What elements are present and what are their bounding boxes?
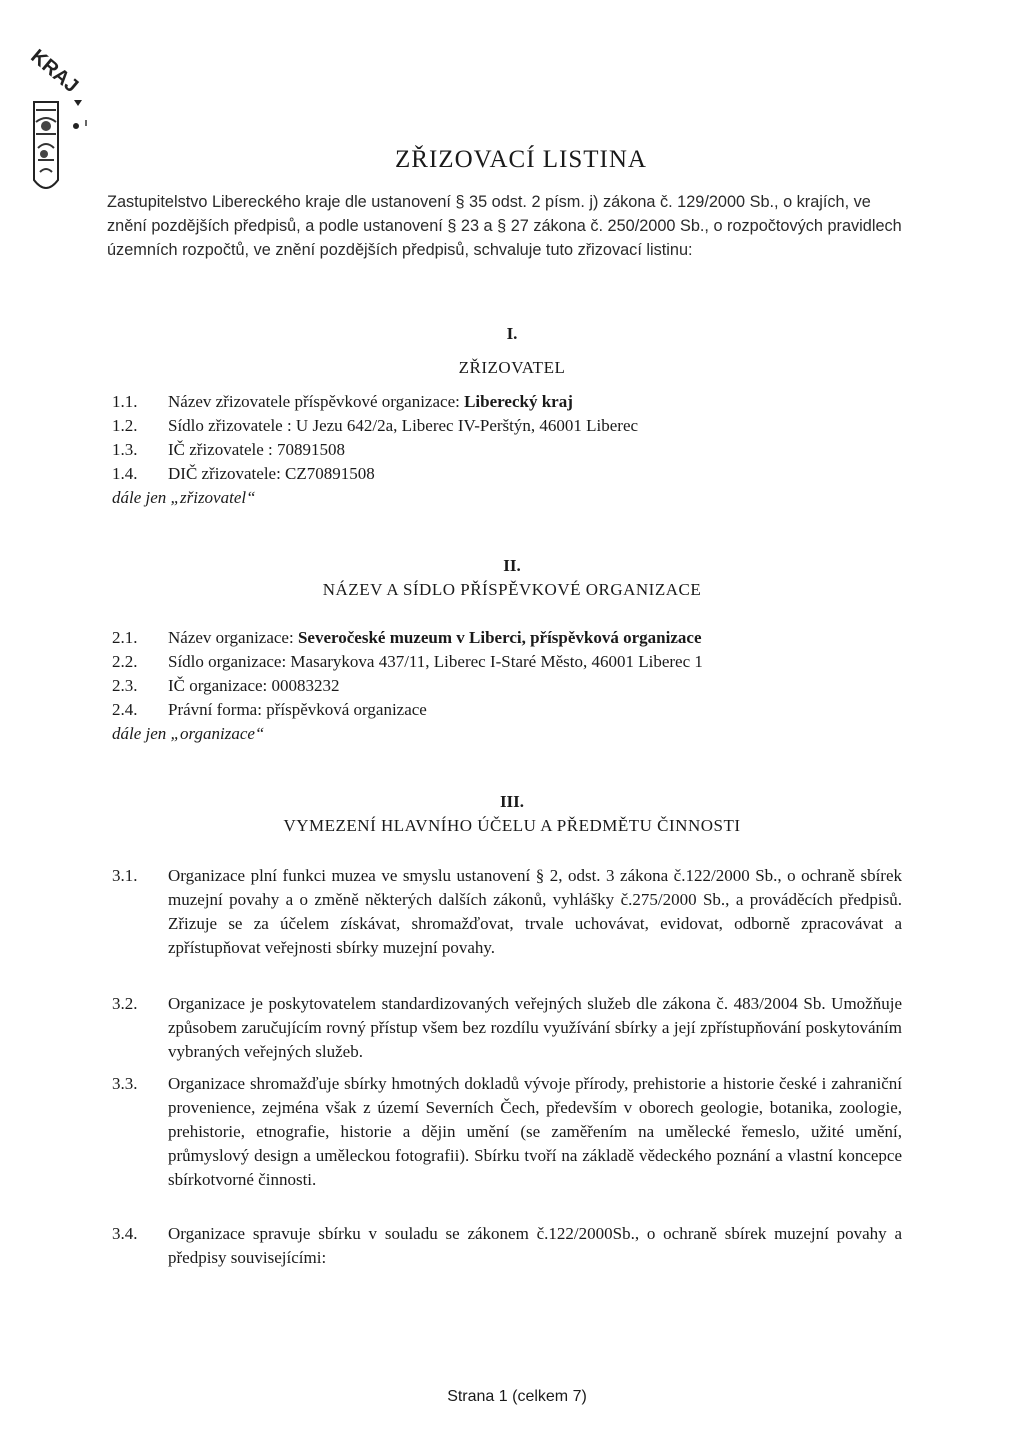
item-label: IČ zřizovatele : 70891508 bbox=[168, 440, 346, 459]
item-2-1 bbox=[112, 626, 702, 650]
item-1-4 bbox=[112, 462, 375, 486]
item-number: 2.1. bbox=[112, 628, 138, 647]
item-number: 1.4. bbox=[112, 464, 138, 483]
item-label: Sídlo organizace: Masarykova 437/11, Liberec I-Staré Město, 46001 Liberec 1 bbox=[168, 652, 703, 671]
paragraph-text: Organizace je poskytovatelem standardizovaných veřejných služeb dle zákona č. 483/2004 Sb. Umožňuje způsobem zaručujícím rovný přístup všem bez rozdílu využívání sbírky a její zpřístupňování poskytováním vybraných veřejných služeb. bbox=[168, 994, 902, 1061]
page-footer: Strana 1 (celkem 7) bbox=[447, 1388, 587, 1405]
paragraph-3-4 bbox=[112, 1222, 902, 1270]
paragraph-text: Organizace plní funkci muzea ve smyslu ustanovení § 2, odst. 3 zákona č.122/2000 Sb., o ochraně sbírek muzejní povahy a o změně některých dalších zákonů, vyhlášky č.275/2000 Sb., a prováděcích předpisů. Zřizuje se za účelem získávat, shromažďovat, trvale uchovávat, evidovat, odborně zpracovávat a zpřístupňovat veřejnosti sbírky muzejní povahy. bbox=[168, 866, 902, 957]
section-1-number: I. bbox=[506, 324, 518, 343]
item-label: Název zřizovatele příspěvkové organizace: bbox=[168, 392, 460, 411]
document-title: ZŘIZOVACÍ LISTINA bbox=[395, 146, 647, 173]
section-2-closing: dále jen „organizace“ bbox=[112, 724, 265, 743]
paragraph-3-3 bbox=[112, 1072, 902, 1192]
item-2-3 bbox=[112, 674, 340, 698]
item-label: Sídlo zřizovatele : U Jezu 642/2a, Liberec IV-Perštýn, 46001 Liberec bbox=[168, 416, 639, 435]
section-1-heading: ZŘIZOVATEL bbox=[458, 358, 566, 377]
item-1-3 bbox=[112, 438, 345, 462]
paragraph-number: 3.2. bbox=[112, 994, 138, 1013]
coat-of-arms-logo bbox=[14, 30, 124, 200]
item-number: 2.3. bbox=[112, 676, 138, 695]
stamp-text: KRAJ bbox=[26, 45, 83, 98]
paragraph-text: Organizace shromažďuje sbírky hmotných dokladů vývoje přírody, prehistorie a historie české i zahraniční provenience, zejména však z území Severních Čech, především v oborech geologie, botanika, zoologie, prehistorie, etnografie, historie a dějin umění (se zaměřením na umělecké řemeslo, užité umění, průmyslový design a uměleckou fotografii). Sbírku tvoří na základě vědeckého poznání a vlastní koncepce sbírkotvorné činnosti. bbox=[168, 1074, 902, 1189]
item-value: Severočeské muzeum v Liberci, příspěvková organizace bbox=[297, 628, 702, 647]
paragraph-number: 3.1. bbox=[112, 866, 138, 885]
item-1-2 bbox=[112, 414, 638, 438]
item-number: 2.4. bbox=[112, 700, 138, 719]
intro-paragraph: Zastupitelstvo Libereckého kraje dle ustanovení § 35 odst. 2 písm. j) zákona č. 129/2000 Sb., o krajích, ve znění pozdějších předpisů, a podle ustanovení § 23 a § 27 zákona č. 250/2000 Sb., o rozpočtových pravidlech územních rozpočtů, ve znění pozdějších předpisů, schvaluje tuto zřizovací listinu: bbox=[107, 193, 902, 259]
paragraph-number: 3.3. bbox=[112, 1074, 138, 1093]
item-number: 1.2. bbox=[112, 416, 138, 435]
paragraph-number: 3.4. bbox=[112, 1224, 138, 1243]
item-label: Právní forma: příspěvková organizace bbox=[168, 700, 427, 719]
paragraph-3-1 bbox=[112, 864, 902, 960]
paragraph-3-2 bbox=[112, 992, 902, 1064]
section-3-number: III. bbox=[499, 792, 525, 811]
item-label: IČ organizace: 00083232 bbox=[168, 676, 340, 695]
section-1-closing: dále jen „zřizovatel“ bbox=[112, 488, 256, 507]
item-2-2 bbox=[112, 650, 703, 674]
item-number: 1.1. bbox=[112, 392, 138, 411]
item-value: Liberecký kraj bbox=[464, 392, 573, 411]
paragraph-text: Organizace spravuje sbírku v souladu se zákonem č.122/2000Sb., o ochraně sbírek muzejní povahy a předpisy souvisejícími: bbox=[168, 1224, 902, 1267]
item-1-1 bbox=[112, 390, 573, 414]
item-2-4 bbox=[112, 698, 427, 722]
section-3-heading: VYMEZENÍ HLAVNÍHO ÚČELU A PŘEDMĚTU ČINNOSTI bbox=[283, 816, 741, 835]
item-number: 2.2. bbox=[112, 652, 138, 671]
section-2-number: II. bbox=[503, 556, 521, 575]
item-label: DIČ zřizovatele: CZ70891508 bbox=[168, 464, 375, 483]
section-2-heading: NÁZEV A SÍDLO PŘÍSPĚVKOVÉ ORGANIZACE bbox=[322, 580, 702, 599]
item-number: 1.3. bbox=[112, 440, 138, 459]
item-label: Název organizace: bbox=[168, 628, 294, 647]
